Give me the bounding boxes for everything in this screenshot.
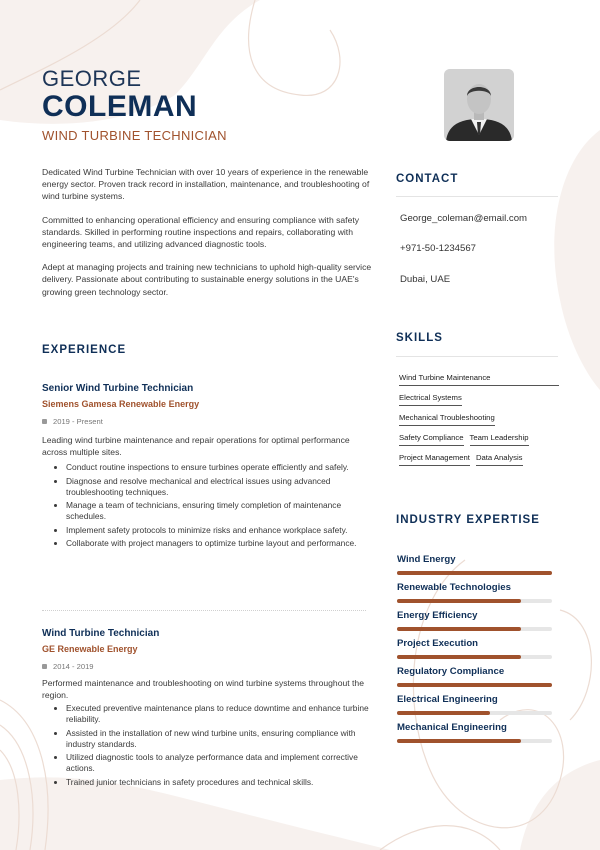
- job-bullets: [42, 462, 377, 549]
- expertise-label: Wind Energy: [397, 554, 456, 565]
- expertise-heading: INDUSTRY EXPERTISE: [396, 514, 540, 526]
- job-date: [42, 417, 377, 426]
- expertise-item: [397, 554, 456, 565]
- expertise-label: Electrical Engineering: [397, 694, 498, 705]
- skill-label: Team Leadership: [469, 433, 529, 442]
- job-date-text: 2014 - 2019: [53, 662, 94, 671]
- job-title: WIND TURBINE TECHNICIAN: [42, 128, 227, 143]
- skill-tag: [399, 453, 470, 466]
- expertise-item: [397, 666, 504, 677]
- summary-paragraph: Adept at managing projects and training new technicians to uphold high-quality service delivery. Passionate about contributing to sustainable energy solutions in the UAE's growing green technology sector.: [42, 262, 372, 297]
- expertise-bar-fill: [397, 711, 490, 715]
- job-description: Leading wind turbine maintenance and repair operations for optimal performance across multiple sites.: [42, 435, 350, 457]
- expertise-item: [397, 722, 507, 733]
- expertise-bar-track: [397, 571, 552, 575]
- expertise-label: Energy Efficiency: [397, 610, 478, 621]
- expertise-label: Mechanical Engineering: [397, 722, 507, 733]
- contact-location: Dubai, UAE: [400, 274, 451, 285]
- expertise-bar-track: [397, 627, 552, 631]
- summary-paragraph: Committed to enhancing operational efficiency and ensuring compliance with safety standards. Skilled in performing routine inspections and repairs, collaborating with engineering teams, and utilizing advanced diagnostic tools.: [42, 214, 360, 250]
- expertise-bar-fill: [397, 571, 552, 575]
- expertise-bar-fill: [397, 739, 521, 743]
- expertise-label: Regulatory Compliance: [397, 666, 505, 677]
- list-item: • Conduct routine inspections to ensure turbines operate efficiently and safely.: [66, 462, 377, 473]
- skill-label: Electrical Systems: [399, 393, 462, 402]
- expertise-bar-fill: [397, 683, 552, 687]
- expertise-label: Project Execution: [397, 638, 479, 649]
- job-role: Senior Wind Turbine Technician: [42, 383, 194, 394]
- experience-entry: [42, 628, 377, 790]
- experience-entry: [42, 383, 377, 552]
- expertise-bar-track: [397, 599, 552, 603]
- skill-tag: [399, 433, 464, 446]
- expertise-item: [397, 638, 478, 649]
- list-item: • Assisted in the installation of new wind turbine units, ensuring compliance with industry standards.: [66, 728, 377, 750]
- skill-label: Mechanical Troubleshooting: [399, 413, 495, 422]
- last-name: COLEMAN: [42, 90, 198, 123]
- summary-paragraph: Dedicated Wind Turbine Technician with over 10 years of experience in the renewable energy sector. Proven track record in installation, maintenance, and troubleshooting of wind turbine systems.: [42, 167, 370, 202]
- skill-tag: [399, 373, 559, 386]
- job-company: Siemens Gamesa Renewable Energy: [42, 399, 200, 409]
- expertise-bar-track: [397, 711, 552, 715]
- job-date-text: 2019 - Present: [53, 417, 103, 426]
- expertise-item: [397, 610, 478, 621]
- contact-email[interactable]: George_coleman@email.com: [400, 213, 528, 224]
- list-item: • Diagnose and resolve mechanical and electrical issues using advanced troubleshooting techniques.: [66, 476, 377, 498]
- contact-phone: +971-50-1234567: [400, 243, 477, 254]
- job-company: GE Renewable Energy: [42, 644, 138, 654]
- skill-tag: [399, 393, 462, 406]
- skill-label: Project Management: [399, 453, 470, 462]
- skill-tag: [399, 413, 495, 426]
- experience-heading: EXPERIENCE: [42, 344, 127, 356]
- expertise-bar-track: [397, 655, 552, 659]
- skills-divider: [396, 356, 558, 357]
- calendar-icon: [42, 419, 47, 424]
- profile-summary: [42, 166, 372, 309]
- contact-heading: CONTACT: [396, 173, 459, 185]
- expertise-bar-fill: [397, 627, 521, 631]
- job-description: Performed maintenance and troubleshooting on wind turbine systems throughout the region.: [42, 678, 364, 700]
- calendar-icon: [42, 664, 47, 669]
- expertise-bar-track: [397, 683, 552, 687]
- skill-label: Wind Turbine Maintenance: [399, 373, 491, 382]
- list-item: • Trained junior technicians in safety procedures and technical skills.: [66, 777, 377, 788]
- skills-list: [399, 373, 559, 466]
- list-item: • Implement safety protocols to minimize risks and enhance workplace safety.: [66, 525, 377, 536]
- expertise-item: [397, 582, 511, 593]
- expertise-bar-fill: [397, 655, 521, 659]
- skill-label: Safety Compliance: [399, 433, 464, 442]
- expertise-bar-fill: [397, 599, 521, 603]
- list-item: • Utilized diagnostic tools to analyze performance data and implement corrective actions.: [66, 752, 377, 774]
- contact-divider: [396, 196, 558, 197]
- expertise-item: [397, 694, 498, 705]
- expertise-label: Renewable Technologies: [397, 582, 511, 593]
- list-item: • Collaborate with project managers to optimize turbine layout and performance.: [66, 538, 377, 549]
- skill-label: Data Analysis: [475, 453, 523, 462]
- job-bullets: [42, 703, 377, 788]
- skill-tag: [470, 433, 529, 446]
- expertise-bar-track: [397, 739, 552, 743]
- skills-heading: SKILLS: [396, 332, 443, 344]
- experience-divider: [42, 610, 366, 611]
- job-date: [42, 662, 377, 671]
- profile-photo: [444, 69, 514, 141]
- first-name: GEORGE: [42, 66, 142, 91]
- list-item: • Manage a team of technicians, ensuring timely completion of maintenance schedules.: [66, 500, 377, 522]
- skill-tag: [476, 453, 523, 466]
- job-role: Wind Turbine Technician: [42, 628, 160, 639]
- list-item: • Executed preventive maintenance plans to reduce downtime and enhance turbine reliability.: [66, 703, 377, 725]
